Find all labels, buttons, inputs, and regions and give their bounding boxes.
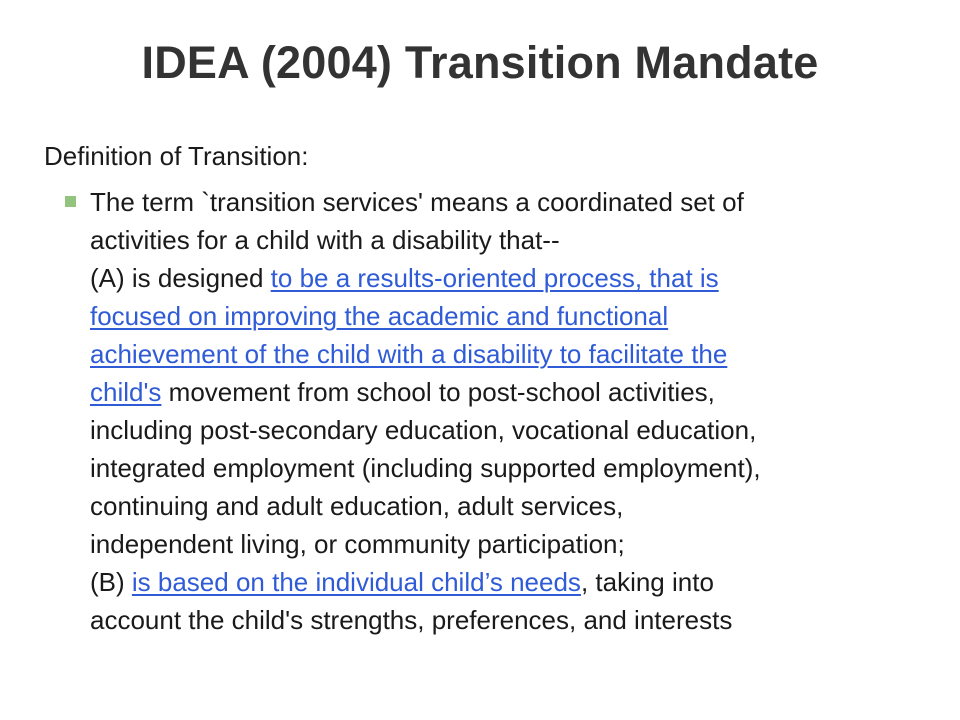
clause-b-label: (B) — [90, 567, 132, 597]
text-line — [90, 373, 925, 411]
results-oriented-link[interactable]: child's — [90, 377, 162, 407]
text-segment: , taking into — [580, 567, 714, 597]
text-line: activities for a child with a disability that-- — [90, 225, 560, 255]
square-bullet-icon — [65, 196, 76, 207]
text-line: including post-secondary education, vocational education, — [90, 415, 757, 445]
text-line: account the child's strengths, preferences, and interests — [90, 605, 733, 635]
text-line: integrated employment (including supported employment), — [90, 453, 761, 483]
text-line — [90, 297, 925, 335]
results-oriented-link[interactable]: achievement of the child with a disability to facilitate the — [90, 339, 728, 369]
definition-heading: Definition of Transition: — [44, 141, 309, 171]
individual-needs-link[interactable]: is based on the individual child’s needs — [131, 567, 581, 597]
bullet-text — [90, 183, 925, 639]
results-oriented-link[interactable]: to be a results-oriented process, that is — [270, 263, 719, 293]
clause-a-label: (A) is designed — [90, 263, 271, 293]
text-line — [90, 335, 925, 373]
text-line — [90, 259, 925, 297]
text-line: independent living, or community participation; — [90, 529, 625, 559]
text-line — [90, 563, 925, 601]
slide-title: IDEA (2004) Transition Mandate — [141, 37, 819, 88]
text-segment: movement from school to post-school activities, — [161, 377, 715, 407]
text-line: The term `transition services' means a coordinated set of — [90, 187, 744, 217]
text-line: continuing and adult education, adult services, — [90, 491, 624, 521]
results-oriented-link[interactable]: focused on improving the academic and functional — [90, 301, 669, 331]
